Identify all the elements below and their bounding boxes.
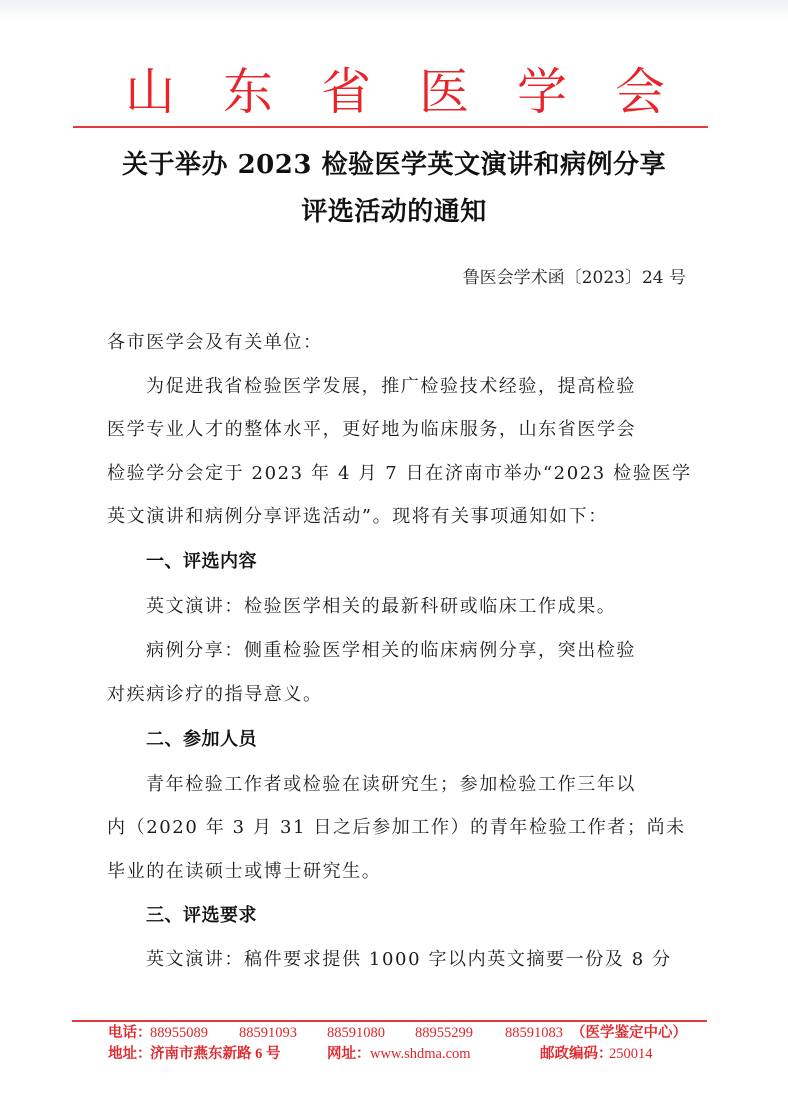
intro-line: 为促进我省检验医学发展，推广检验技术经验，提高检验 — [146, 376, 636, 397]
scan-tint — [0, 0, 788, 22]
footer-divider — [72, 1020, 707, 1022]
section-heading-2: 二、参加人员 — [146, 729, 257, 750]
document-number: 鲁医会学术函〔2023〕24 号 — [462, 268, 686, 288]
postcode-label: 邮政编码： — [540, 1046, 613, 1062]
phone-number: 88591080 — [327, 1025, 385, 1041]
letterhead-char: 省 — [321, 63, 371, 121]
phone-number: 88955299 — [415, 1025, 473, 1041]
address: 济南市燕东新路 6 号 — [150, 1046, 281, 1062]
organization-name — [125, 62, 665, 122]
address-label: 地址： — [108, 1046, 152, 1062]
letterhead — [0, 62, 788, 122]
section-paragraph-line: 内（2020 年 3 月 31 日之后参加工作）的青年检验工作者；尚未 — [107, 817, 686, 838]
document-title-line-2: 评选活动的通知 — [301, 197, 487, 227]
intro-line: 检验学分会定于 2023 年 4 月 7 日在济南市举办“2023 检验医学 — [107, 463, 692, 484]
letterhead-char: 东 — [223, 63, 273, 121]
letterhead-char: 医 — [419, 63, 469, 121]
postcode: 250014 — [609, 1046, 653, 1062]
document-title-line-1: 关于举办 2023 检验医学英文演讲和病例分享 — [122, 150, 666, 180]
section-paragraph-line: 英文演讲：稿件要求提供 1000 字以内英文摘要一份及 8 分 — [146, 949, 672, 970]
intro-line: 医学专业人才的整体水平，更好地为临床服务，山东省医学会 — [107, 419, 637, 440]
letterhead-char: 会 — [615, 63, 665, 121]
section-paragraph-line: 病例分享：侧重检验医学相关的临床病例分享，突出检验 — [146, 640, 636, 661]
section-heading-1: 一、评选内容 — [146, 551, 257, 572]
letterhead-char: 学 — [517, 63, 567, 121]
website-link[interactable]: www.shdma.com — [370, 1046, 471, 1062]
letterhead-divider — [73, 126, 708, 128]
section-paragraph-line: 青年检验工作者或检验在读研究生；参加检验工作三年以 — [146, 774, 636, 795]
letterhead-char: 山 — [125, 63, 175, 121]
phone-note: （医学鉴定中心） — [571, 1025, 687, 1041]
section-heading-3: 三、评选要求 — [146, 905, 257, 926]
section-paragraph-line: 对疾病诊疗的指导意义。 — [107, 684, 323, 705]
phone-number: 88591083 — [505, 1025, 563, 1041]
phone-number: 88591093 — [239, 1025, 297, 1041]
website-label: 网址： — [327, 1046, 371, 1062]
phone-number: 88955089 — [150, 1025, 208, 1041]
phone-label: 电话： — [108, 1025, 152, 1041]
salutation: 各市医学会及有关单位： — [107, 332, 323, 353]
section-paragraph-line: 英文演讲：检验医学相关的最新科研或临床工作成果。 — [146, 596, 617, 617]
section-paragraph-line: 毕业的在读硕士或博士研究生。 — [107, 861, 382, 882]
intro-line: 英文演讲和病例分享评选活动”。现将有关事项通知如下： — [107, 506, 608, 527]
